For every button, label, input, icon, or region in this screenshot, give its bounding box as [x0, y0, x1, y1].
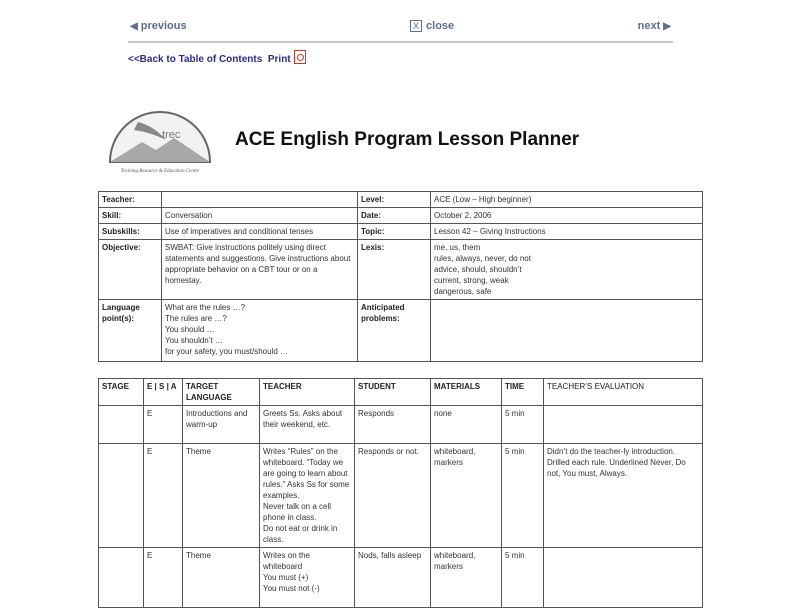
subskills-label: Subskills: [99, 224, 162, 240]
teacher-value [162, 192, 358, 208]
previous-label: previous [140, 20, 187, 32]
table-row: E Theme Writes “Rules” on the whiteboard. “Today we are going to learn about rules.” Asks Ss for some examples. Never talk on a cell phone in class. Do not eat or drink in class. Responds or not. whiteboard, markers 5 min Didn’t do the teacher-ly introduction. Drilled each rule. Underlined Never, Do not, You must, Always. [99, 444, 703, 548]
anticipated-label: Anticipated problems: [358, 300, 431, 362]
print-link[interactable] [268, 54, 306, 65]
pdf-icon [294, 50, 306, 64]
topic-value: Lesson 42 – Giving Instructions [431, 224, 703, 240]
table-row: E Theme Writes on the whiteboard You must (+) You must not (-) Nods, falls asleep whiteboard, markers 5 min [99, 548, 703, 608]
toc-bar [128, 50, 306, 65]
info-row-objective [99, 240, 703, 300]
teacher-label: Teacher: [99, 192, 162, 208]
previous-link[interactable] [130, 20, 187, 32]
triangle-left-icon: ◀ [130, 21, 138, 32]
info-row-language [99, 300, 703, 362]
info-row-skill [99, 208, 703, 224]
triangle-right-icon: ▶ [663, 21, 671, 32]
next-link[interactable] [638, 20, 671, 32]
svg-text:trec: trec [162, 129, 181, 141]
lexis-value: me, us, them rules, always, never, do not advice, should, shouldn’t current, strong, weak dangerous, safe [431, 240, 703, 300]
divider [128, 41, 673, 43]
language-label: Language point(s): [99, 300, 162, 362]
header-time: TIME [502, 379, 544, 406]
page-navigation [128, 20, 673, 36]
topic-label: Topic: [358, 224, 431, 240]
svg-text:Training Resource & Education: Training Resource & Education Centre [120, 169, 200, 174]
skill-value: Conversation [162, 208, 358, 224]
back-to-toc-link[interactable]: <<Back to Table of Contents [128, 54, 263, 65]
level-value: ACE (Low – High beginner) [431, 192, 703, 208]
anticipated-value [431, 300, 703, 362]
close-icon: X [410, 20, 422, 32]
page-title: ACE English Program Lesson Planner [235, 129, 580, 150]
level-label: Level: [358, 192, 431, 208]
lexis-label: Lexis: [358, 240, 431, 300]
skill-label: Skill: [99, 208, 162, 224]
close-link[interactable] [410, 20, 454, 32]
trec-logo [104, 100, 216, 176]
next-label: next [637, 20, 661, 32]
header-stage: STAGE [99, 379, 144, 406]
print-label: Print [267, 54, 291, 65]
lesson-info-table [98, 191, 703, 362]
date-value: October 2, 2006 [431, 208, 703, 224]
header-evaluation: TEACHER’S EVALUATION [544, 379, 703, 406]
info-row-teacher [99, 192, 703, 208]
header-student: STUDENT [355, 379, 431, 406]
date-label: Date: [358, 208, 431, 224]
plan-header-row [99, 379, 703, 406]
objective-value: SWBAT: Give instructions politely using direct statements and suggestions. Give instructions about appropriate behavior on a CBT tour or on a homestay. [162, 240, 358, 300]
header-esa: E | S | A [144, 379, 183, 406]
info-row-subskills [99, 224, 703, 240]
header-teacher: TEACHER [260, 379, 355, 406]
header-target-language: TARGET LANGUAGE [183, 379, 260, 406]
header-materials: MATERIALS [431, 379, 502, 406]
close-label: close [426, 20, 455, 32]
table-row: E Introductions and warm-up Greets Ss. Asks about their weekend, etc. Responds none 5 min [99, 406, 703, 444]
language-value: What are the rules …? The rules are …? You should … You shouldn’t … for your safety, you must/should … [162, 300, 358, 362]
lesson-plan-table [98, 378, 703, 608]
objective-label: Objective: [99, 240, 162, 300]
subskills-value: Use of imperatives and conditional tenses [162, 224, 358, 240]
